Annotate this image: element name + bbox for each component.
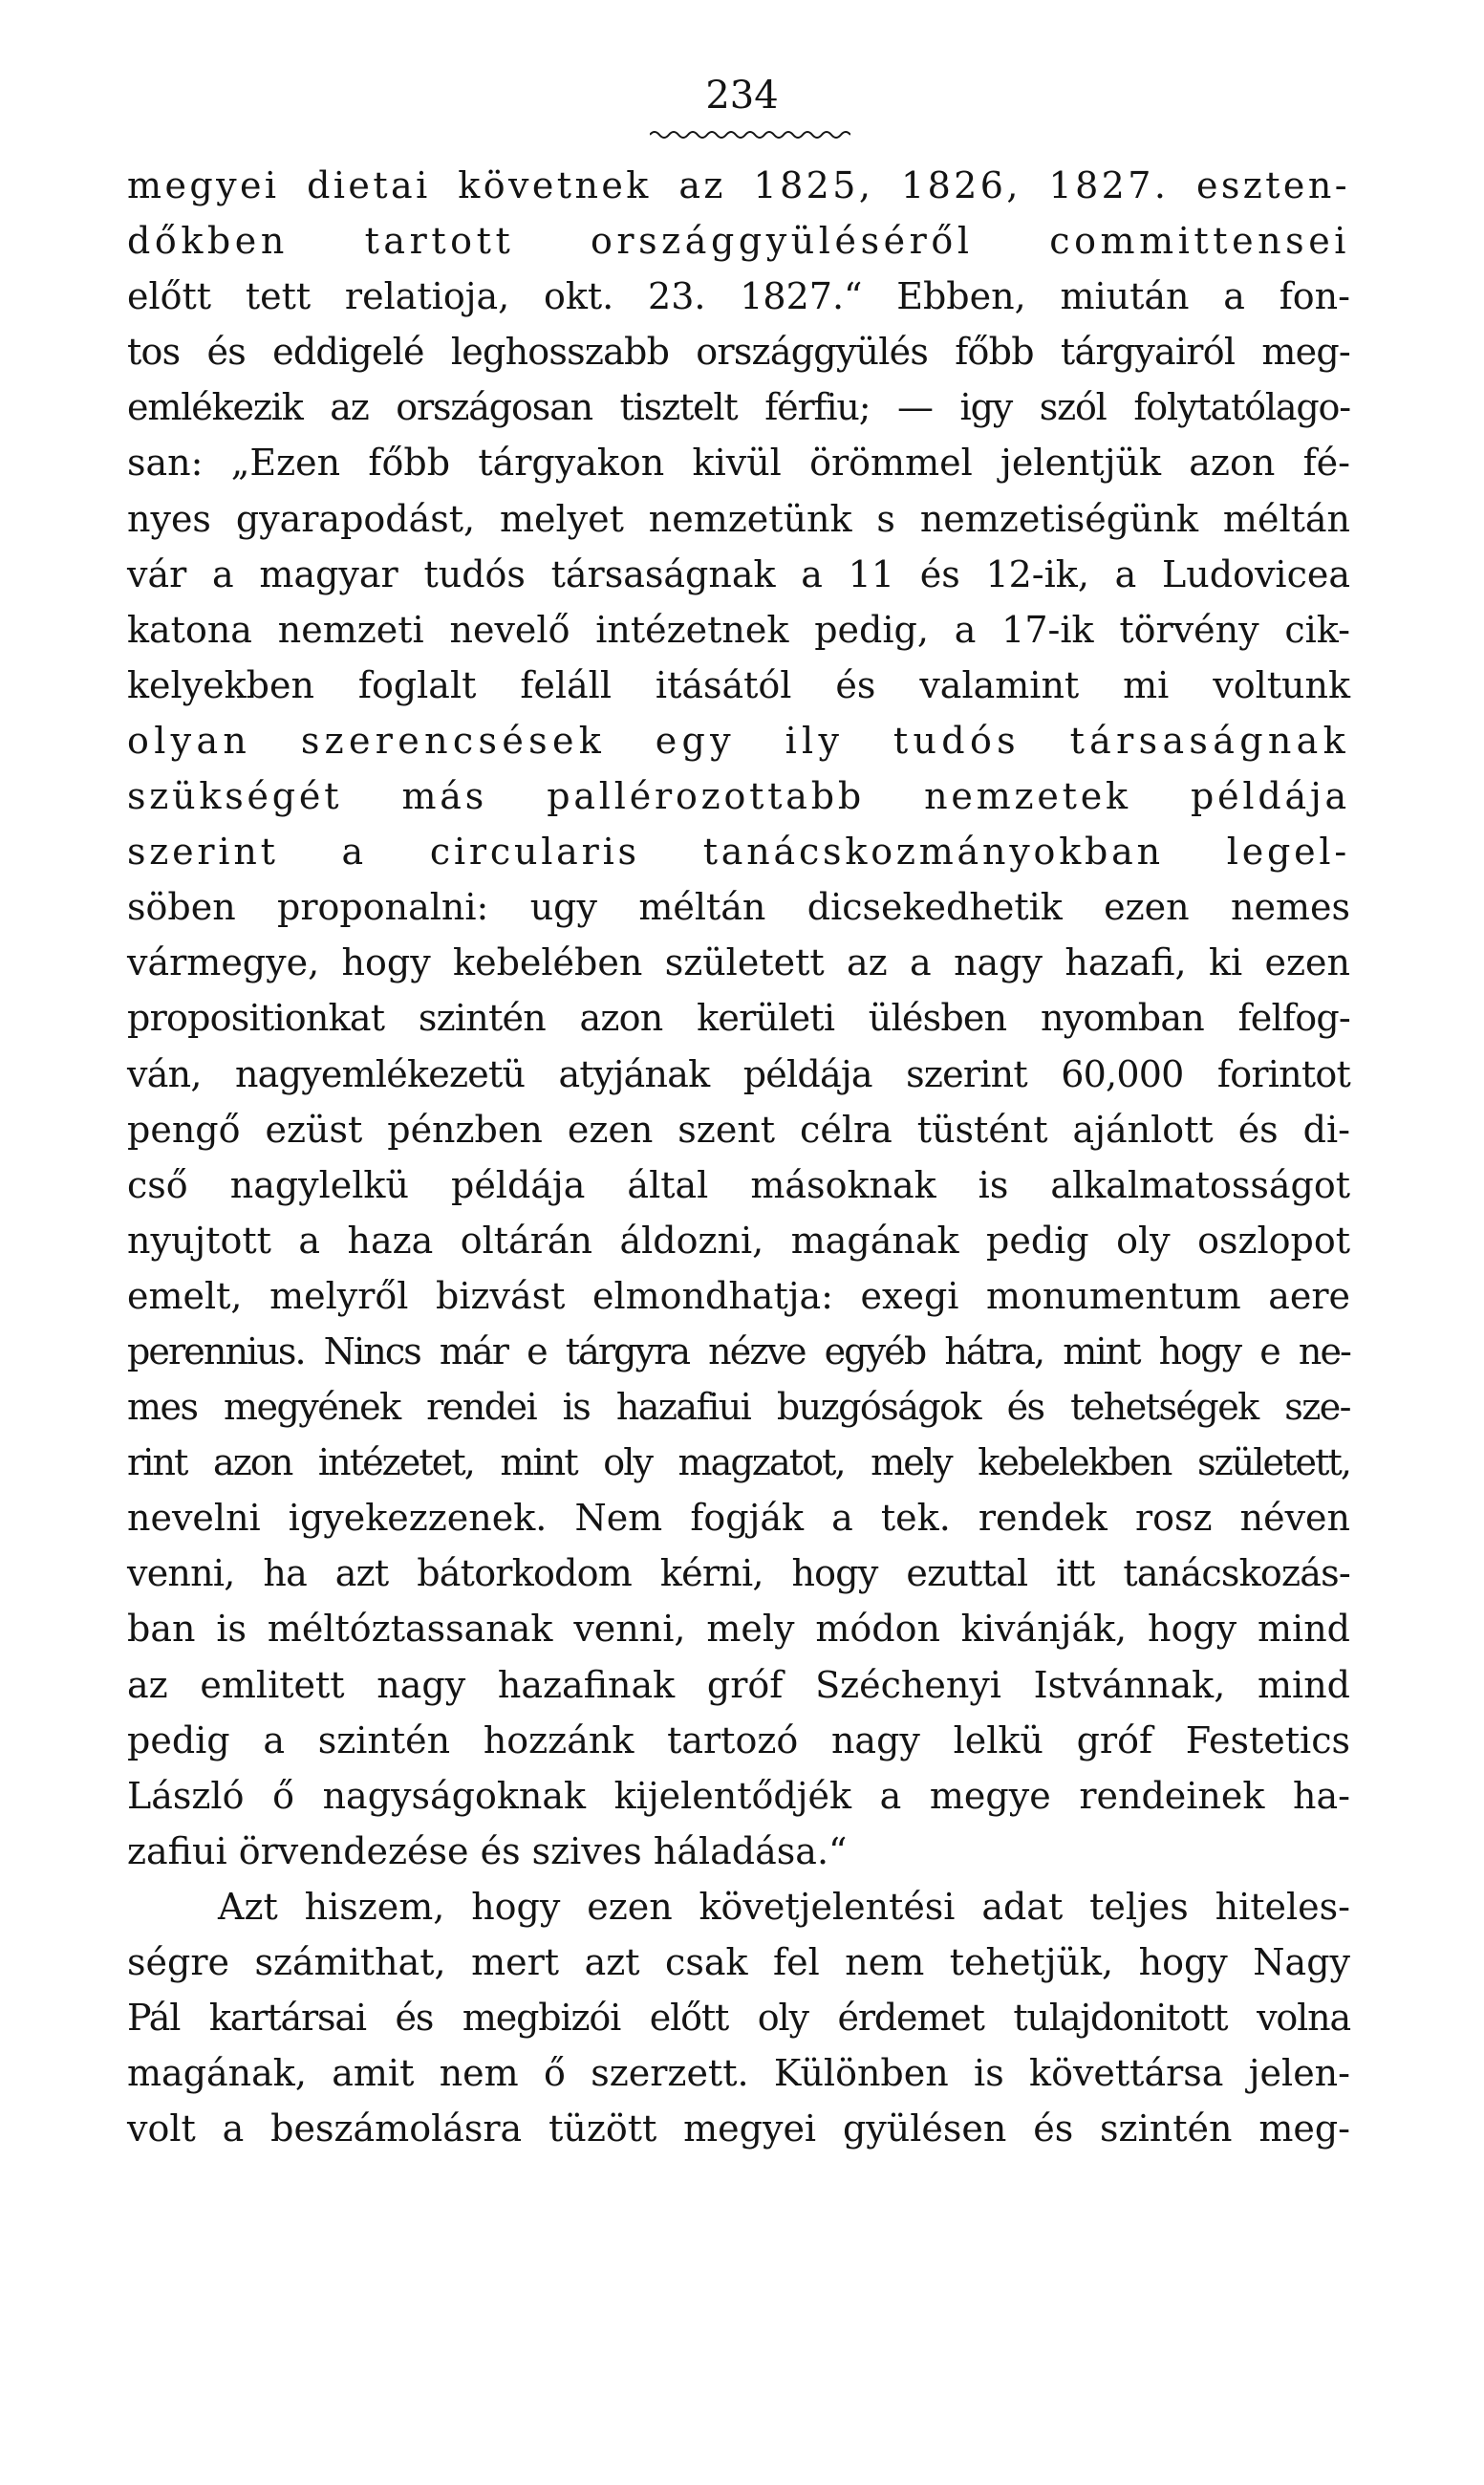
text-line: nyes gyarapodást, melyet nemzetünk s nemzetiségünk méltán	[127, 497, 1350, 540]
text-line: ségre számithat, mert azt csak fel nem tehetjük, hogy Nagy	[127, 1941, 1350, 1983]
text-line: venni, ha azt bátorkodom kérni, hogy ezuttal itt tanácskozás-	[127, 1552, 1350, 1595]
text-line: emelt, melyről bizvást elmondhatja: exegi monumentum aere	[127, 1274, 1350, 1317]
page-text	[127, 158, 1350, 2156]
text-line: pedig a szintén hozzánk tartozó nagy lelkü gróf Festetics	[127, 1718, 1350, 1761]
text-line: dőkben tartott országgyüléséről committensei	[127, 220, 1350, 263]
text-line: szerint a circularis tanácskozmányokban legel-	[127, 831, 1350, 874]
text-line: volt a beszámolásra tüzött megyei gyülésen és szintén meg-	[127, 2107, 1350, 2150]
text-line: kelyekben foglalt feláll itásától és valamint mi voltunk	[127, 663, 1350, 706]
text-line: tos és eddigelé leghosszabb országgyülés főbb tárgyairól meg-	[127, 331, 1350, 374]
text-line: mes megyének rendei is hazafiui buzgóságok és tehetségek sze-	[127, 1386, 1350, 1429]
text-line: perennius. Nincs már e tárgyra nézve egyéb hátra, mint hogy e ne-	[127, 1329, 1350, 1372]
page-number-ornament	[650, 128, 850, 141]
text-line: söben proponalni: ugy méltán dicsekedhetik ezen nemes	[127, 886, 1350, 929]
text-line: propositionkat szintén azon kerületi ülésben nyomban felfog-	[127, 997, 1350, 1040]
text-line: magának, amit nem ő szerzett. Különben is követtársa jelen-	[127, 2052, 1350, 2095]
text-line: ván, nagyemlékezetü atyjának példája szerint 60,000 forintot	[127, 1052, 1350, 1095]
text-line: előtt tett relatioja, okt. 23. 1827.“ Ebben, miután a fon-	[127, 275, 1350, 318]
text-line: zafiui örvendezése és szives háladása.“	[127, 1829, 848, 1872]
text-line: vármegye, hogy kebelében született az a nagy hazafi, ki ezen	[127, 941, 1350, 984]
text-line: cső nagylelkü példája által másoknak is alkalmatosságot	[127, 1163, 1350, 1206]
text-line: nyujtott a haza oltárán áldozni, magának pedig oly oszlopot	[127, 1219, 1350, 1262]
text-line: szükségét más pallérozottabb nemzetek példája	[127, 775, 1350, 818]
text-line: az emlitett nagy hazafinak gróf Széchenyi Istvánnak, mind	[127, 1663, 1350, 1706]
text-line: ban is méltóztassanak venni, mely módon kivánják, hogy mind	[127, 1608, 1350, 1651]
page-number: 234	[705, 74, 779, 118]
text-line: nevelni igyekezzenek. Nem fogják a tek. rendek rosz néven	[127, 1497, 1350, 1540]
text-line: pengő ezüst pénzben ezen szent célra tüstént ajánlott és di-	[127, 1108, 1350, 1151]
text-line: Pál kartársai és megbizói előtt oly érdemet tulajdonitott volna	[127, 1997, 1350, 2040]
text-line: san: „Ezen főbb tárgyakon kivül örömmel jelentjük azon fé-	[127, 442, 1350, 485]
text-line: László ő nagyságoknak kijelentődjék a megye rendeinek ha-	[127, 1774, 1350, 1817]
text-line: katona nemzeti nevelő intézetnek pedig, a 17-ik törvény cik-	[127, 608, 1350, 651]
text-line: Azt hiszem, hogy ezen követjelentési adat teljes hiteles-	[218, 1885, 1350, 1928]
text-line: rint azon intézetet, mint oly magzatot, mely kebelekben született,	[127, 1441, 1350, 1484]
text-line: olyan szerencsések egy ily tudós társaságnak	[127, 719, 1350, 762]
text-line: vár a magyar tudós társaságnak a 11 és 12-ik, a Ludovicea	[127, 552, 1350, 595]
text-line: megyei dietai követnek az 1825, 1826, 1827. eszten-	[127, 164, 1350, 206]
text-line: emlékezik az országosan tisztelt férfiu; — igy szól folytatólago-	[127, 386, 1350, 429]
